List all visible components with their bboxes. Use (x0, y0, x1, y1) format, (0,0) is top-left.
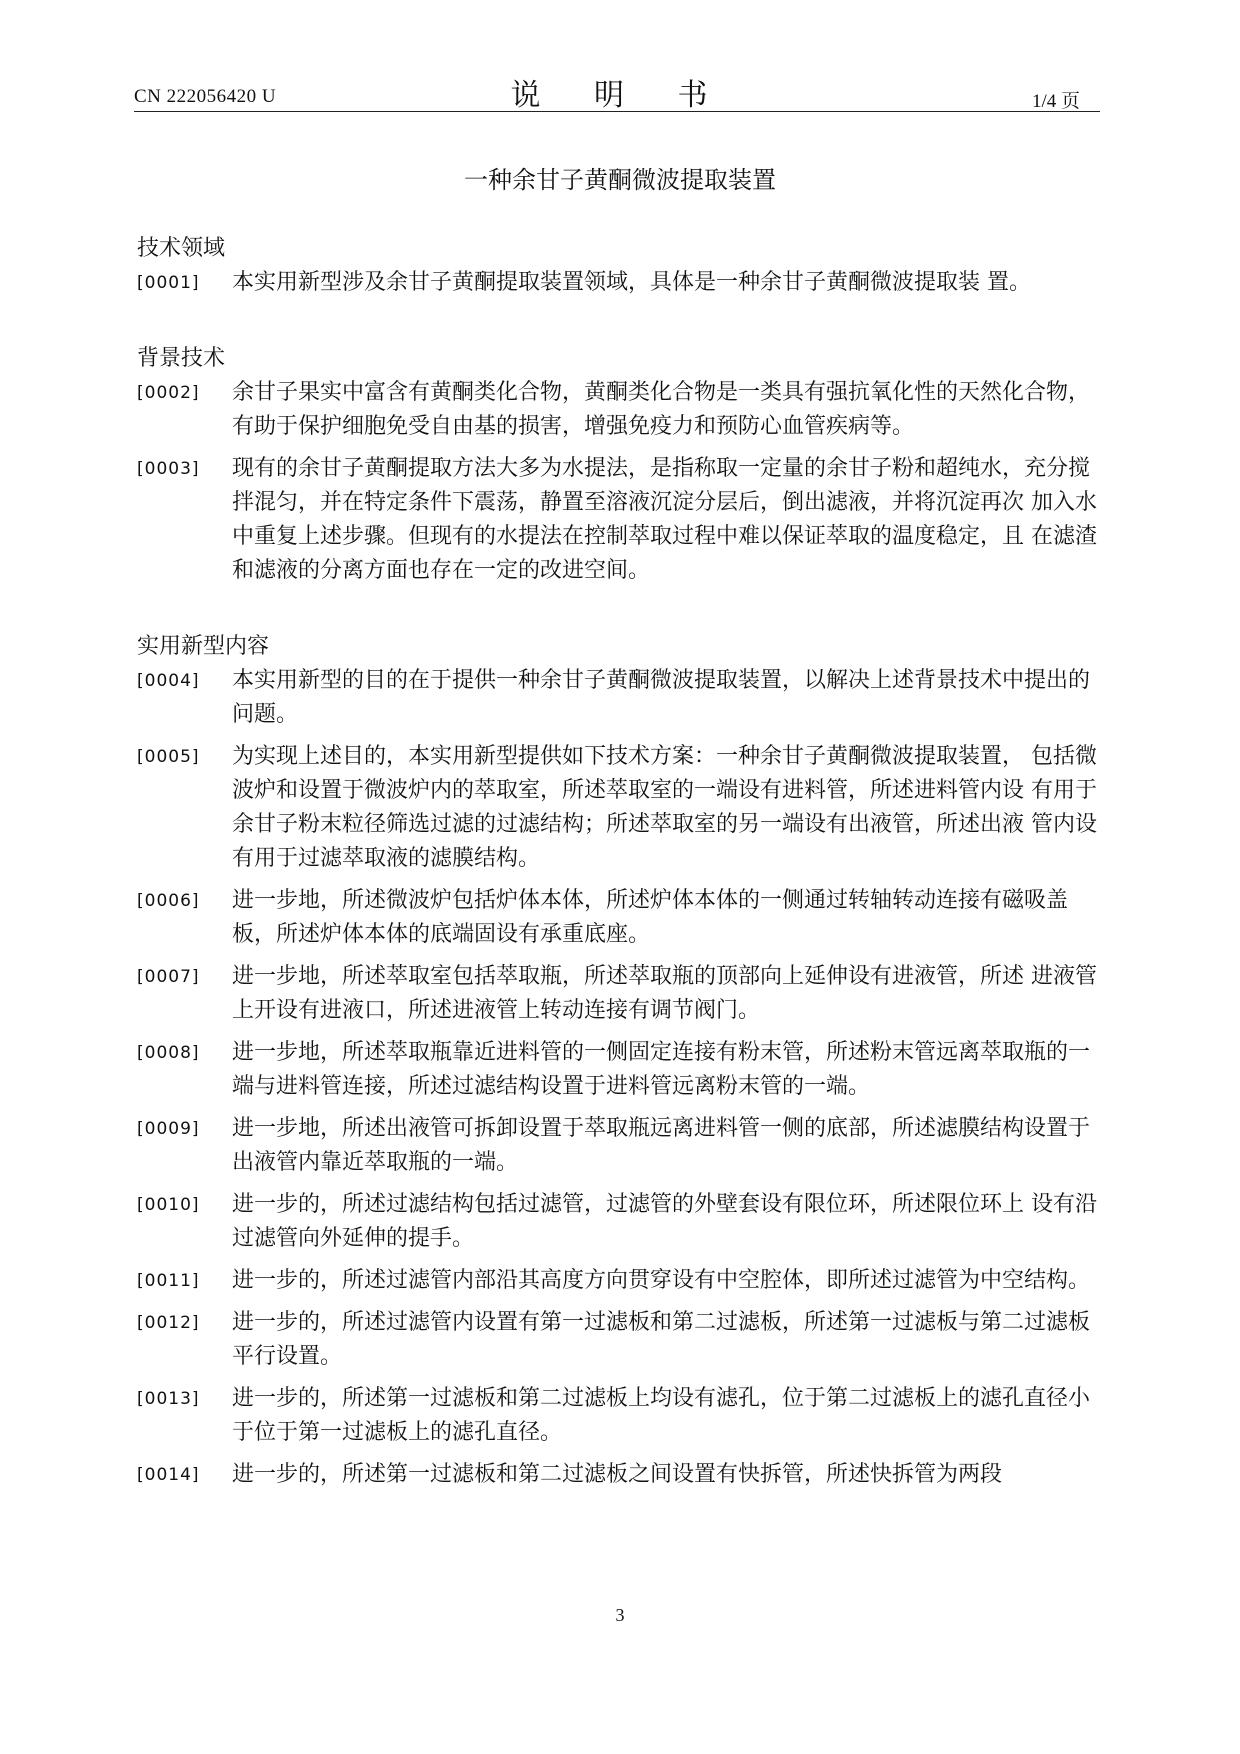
paragraph-text: 进一步的，所述第一过滤板和第二过滤板上均设有滤孔，位于第二过滤板上的滤孔直径小于位于第一过滤板上的滤孔直径。 (232, 1386, 1091, 1445)
paragraph (137, 1382, 1103, 1450)
document-number: CN 222056420 U (134, 86, 277, 107)
paragraph-text: 本实用新型的目的在于提供一种余甘子黄酮微波提取装置，以解决上述背景技术中提出的问题。 (232, 668, 1091, 727)
paragraph-number: [0011] (137, 1271, 200, 1291)
page-number: 3 (615, 1605, 625, 1625)
paragraph-number: [0012] (137, 1313, 200, 1333)
document-body (137, 232, 1103, 1500)
section-heading-technical-field: 技术领域 (137, 236, 226, 261)
paragraph (137, 452, 1103, 588)
paragraph-number: [0007] (137, 967, 200, 987)
document-title: 一种余甘子黄酮微波提取装置 (464, 166, 776, 194)
paragraph-text: 进一步的，所述过滤管内设置有第一过滤板和第二过滤板，所述第一过滤板与第二过滤板平行设置。 (232, 1310, 1091, 1369)
paragraph-number: [0002] (137, 383, 200, 403)
paragraph-text: 为实现上述目的，本实用新型提供如下技术方案：一种余甘子黄酮微波提取装置， 包括微波炉和设置于微波炉内的萃取室，所述萃取室的一端设有进料管，所述进料管内设 有用于余甘子粉末粒径筛选过滤的过滤结构；所述萃取室的另一端设有出液管，所述出液 管内设有用于过滤萃取液的滤膜结构。 (232, 744, 1097, 871)
paragraph (137, 960, 1103, 1028)
paragraph (137, 1036, 1103, 1104)
paragraph (137, 1188, 1103, 1256)
paragraph-number: [0013] (137, 1389, 200, 1409)
paragraph-number: [0003] (137, 459, 200, 479)
paragraph-number: [0006] (137, 891, 200, 911)
paragraph-text: 余甘子果实中富含有黄酮类化合物，黄酮类化合物是一类具有强抗氧化性的天然化合物，有助于保护细胞免受自由基的损害，增强免疫力和预防心血管疾病等。 (232, 380, 1091, 439)
paragraph-text: 进一步地，所述微波炉包括炉体本体，所述炉体本体的一侧通过转轴转动连接有磁吸盖板，所述炉体本体的底端固设有承重底座。 (232, 888, 1069, 947)
paragraph-text: 本实用新型涉及余甘子黄酮提取装置领域，具体是一种余甘子黄酮微波提取装 置。 (232, 270, 1031, 295)
paragraph (137, 1112, 1103, 1180)
paragraph-text: 进一步的，所述过滤管内部沿其高度方向贯穿设有中空腔体，即所述过滤管为中空结构。 (232, 1268, 1091, 1293)
paragraph-text: 进一步地，所述出液管可拆卸设置于萃取瓶远离进料管一侧的底部，所述滤膜结构设置于出液管内靠近萃取瓶的一端。 (232, 1116, 1091, 1175)
paragraph (137, 664, 1103, 732)
paragraph-text: 现有的余甘子黄酮提取方法大多为水提法，是指称取一定量的余甘子粉和超纯水，充分搅拌混匀，并在特定条件下震荡，静置至溶液沉淀分层后，倒出滤液，并将沉淀再次 加入水中重复上述步骤。但现有的水提法在控制萃取过程中难以保证萃取的温度稳定，且 在滤渣和滤液的分离方面也存在一定的改进空间。 (232, 456, 1097, 583)
paragraph-number: [0014] (137, 1465, 200, 1485)
paragraph-text: 进一步地，所述萃取室包括萃取瓶，所述萃取瓶的顶部向上延伸设有进液管，所述 进液管上开设有进液口，所述进液管上转动连接有调节阀门。 (232, 964, 1097, 1023)
paragraph-number: [0001] (137, 273, 200, 293)
paragraph-number: [0010] (137, 1195, 200, 1215)
paragraph (137, 1458, 1103, 1492)
paragraph-number: [0005] (137, 747, 200, 767)
paragraph-text: 进一步的，所述第一过滤板和第二过滤板之间设置有快拆管，所述快拆管为两段 (232, 1462, 1003, 1487)
paragraph-number: [0009] (137, 1119, 200, 1139)
paragraph (137, 740, 1103, 876)
paragraph (137, 1306, 1103, 1374)
section-heading-background: 背景技术 (137, 346, 226, 371)
paragraph (137, 376, 1103, 444)
header-title: 说 明 书 (510, 78, 730, 113)
paragraph-text: 进一步的，所述过滤结构包括过滤管，过滤管的外壁套设有限位环，所述限位环上 设有沿过滤管向外延伸的提手。 (232, 1192, 1097, 1251)
section-heading-content: 实用新型内容 (137, 634, 270, 659)
paragraph (137, 1264, 1103, 1298)
paragraph (137, 884, 1103, 952)
page-indicator: 1/4 页 (1031, 91, 1080, 112)
paragraph-number: [0008] (137, 1043, 200, 1063)
header-rule (134, 111, 1100, 112)
paragraph (137, 266, 1103, 300)
paragraph-text: 进一步地，所述萃取瓶靠近进料管的一侧固定连接有粉末管，所述粉末管远离萃取瓶的一端与进料管连接，所述过滤结构设置于进料管远离粉末管的一端。 (232, 1040, 1091, 1099)
paragraph-number: [0004] (137, 671, 200, 691)
